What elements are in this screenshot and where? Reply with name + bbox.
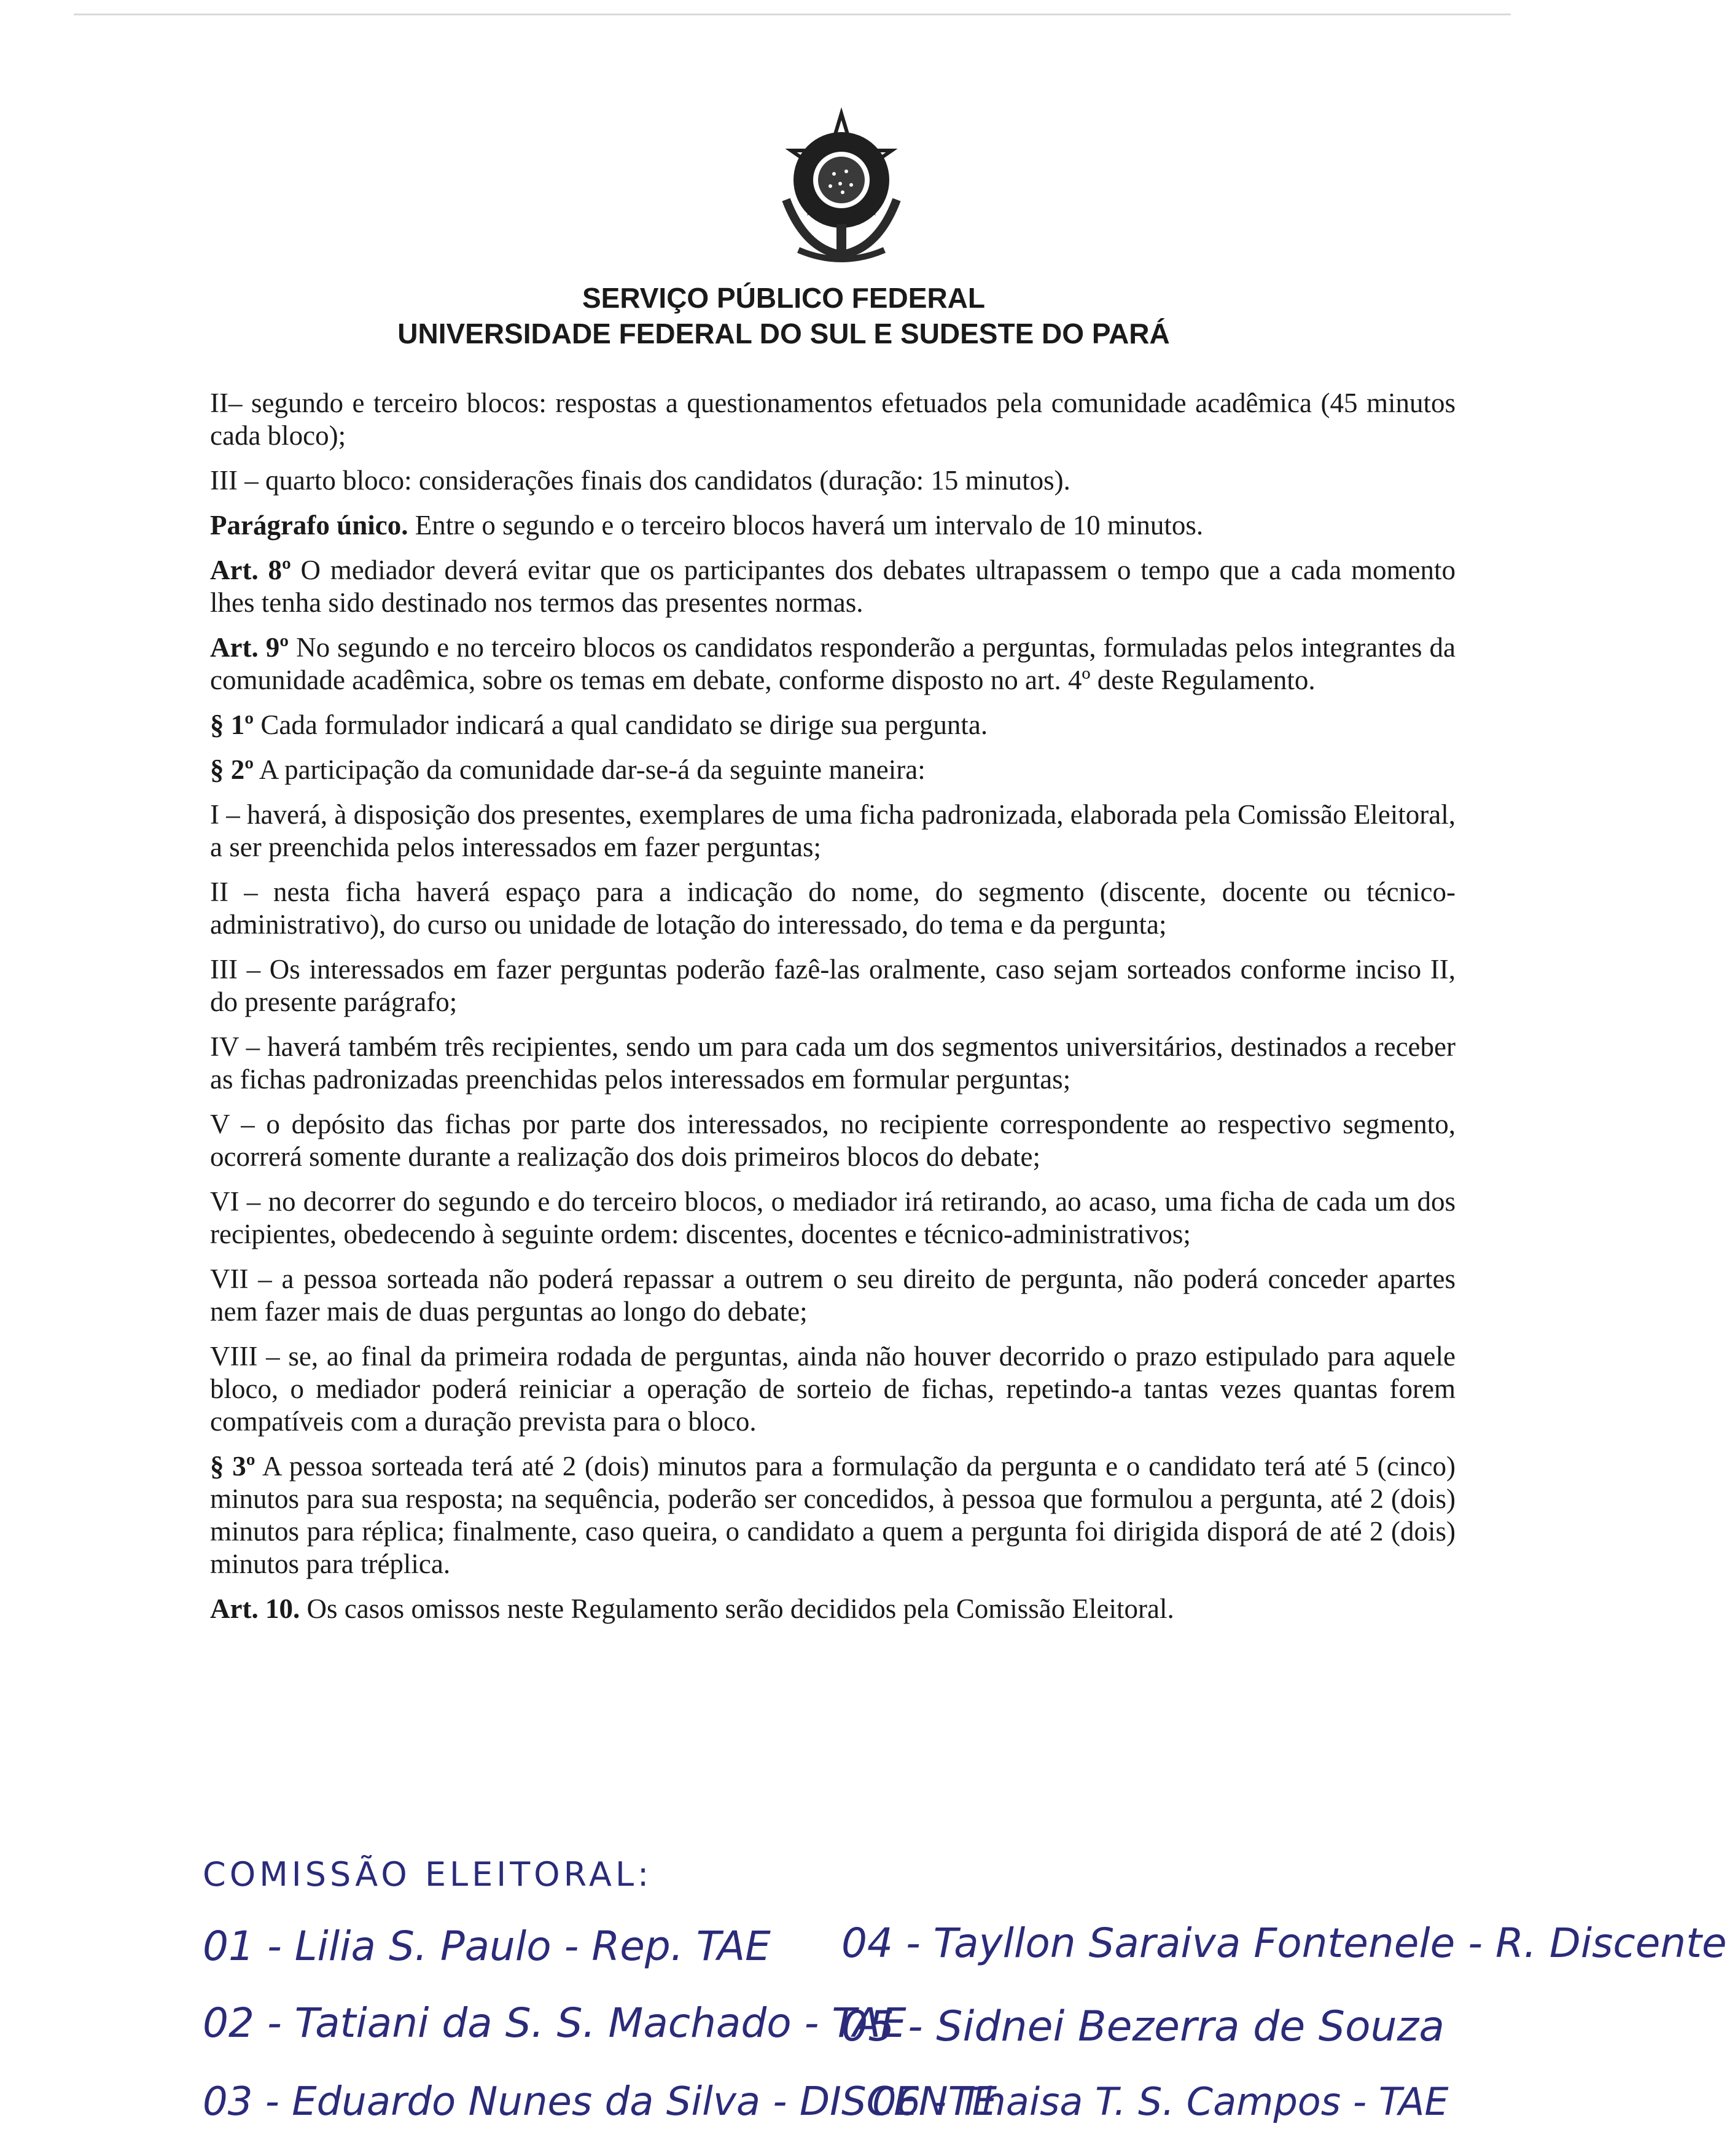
paragraph: § 3º A pessoa sorteada terá até 2 (dois) minutos para a formulação da pergunta e o candidato terá até 5 (cinco) minutos para sua resposta; na sequência, poderão ser concedidos, à pessoa que formulou a pergunta, até 2 (dois) minutos para réplica; finalmente, caso queira, o candidato a quem a pergunta foi dirigida disporá de até 2 (dois) minutos para tréplica. [210,1451,1456,1579]
paragraph: Art. 10. Os casos omissos neste Regulamento serão decididos pela Comissão Eleitoral. [210,1593,1174,1624]
paragraph: V – o depósito das fichas por parte dos interessados, no recipiente correspondente ao respectivo segmento, ocorrerá somente durante a realização dos dois primeiros blocos do debate; [210,1109,1456,1172]
handwritten-signature-6: 06 - Thaisa T. S. Campos - TAE [872,2079,1449,2124]
paragraph: I – haverá, à disposição dos presentes, exemplares de uma ficha padronizada, elaborada pela Comissão Eleitoral, a ser preenchida pelos interessados em fazer perguntas; [210,799,1456,862]
handwritten-commission-heading: COMISSÃO ELEITORAL: [203,1855,653,1894]
paragraph: IV – haverá também três recipientes, sendo um para cada um dos segmentos universitários, destinados a receber as fichas padronizadas preenchidas pelos interessados em formular perguntas; [210,1031,1456,1095]
paragraph: Art. 9º No segundo e no terceiro blocos os candidatos responderão a perguntas, formuladas pelos integrantes da comunidade acadêmica, sobre os temas em debate, conforme disposto no art. 4º deste Regulamento. [210,632,1456,695]
paragraph: Parágrafo único. Entre o segundo e o terceiro blocos haverá um intervalo de 10 minutos. [210,510,1204,541]
header-service: SERVIÇO PÚBLICO FEDERAL [582,282,985,314]
paragraph: § 2º A participação da comunidade dar-se-á da seguinte maneira: [210,754,926,785]
paragraph: II– segundo e terceiro blocos: respostas a questionamentos efetuados pela comunidade acadêmica (45 minutos cada bloco); [210,388,1456,451]
paragraph: VI – no decorrer do segundo e do terceiro blocos, o mediador irá retirando, ao acaso, uma ficha de cada um dos recipientes, obedecendo à seguinte ordem: discentes, docentes e técnico-administrativos; [210,1186,1456,1249]
scan-edge-line [74,14,1511,15]
paragraph: II – nesta ficha haverá espaço para a indicação do nome, do segmento (discente, docente ou técnico-administrativo), do curso ou unidade de lotação do interessado, do tema e da pergunta; [210,877,1456,940]
handwritten-signature-2: 02 - Tatiani da S. S. Machado - TAE [203,1999,906,2047]
handwritten-signature-3: 03 - Eduardo Nunes da Silva - DISCENTE [203,2079,997,2125]
document-body [210,387,1456,1638]
paragraph: Art. 8º O mediador deverá evitar que os participantes dos debates ultrapassem o tempo que a cada momento lhes tenha sido destinado nos termos das presentes normas. [210,555,1456,618]
handwritten-signature-5: 05 - Sidnei Bezerra de Souza [841,2002,1445,2051]
paragraph: III – Os interessados em fazer perguntas poderão fazê-las oralmente, caso sejam sorteados conforme inciso II, do presente parágrafo; [210,954,1456,1017]
header-university: UNIVERSIDADE FEDERAL DO SUL E SUDESTE DO PARÁ [397,318,1170,350]
paragraph: VII – a pessoa sorteada não poderá repassar a outrem o seu direito de pergunta, não poderá conceder apartes nem fazer mais de duas perguntas ao longo do debate; [210,1264,1456,1327]
handwritten-signature-4: 04 - Tayllon Saraiva Fontenele - R. Discente [841,1920,1727,1967]
paragraph: VIII – se, ao final da primeira rodada de perguntas, ainda não houver decorrido o prazo estipulado para aquele bloco, o mediador poderá reiniciar a operação de sorteio de fichas, repetindo-a tantas vezes quantas forem compatíveis com a duração prevista para o bloco. [210,1341,1456,1437]
paragraph: III – quarto bloco: considerações finais dos candidatos (duração: 15 minutos). [210,465,1070,496]
paragraph: § 1º Cada formulador indicará a qual candidato se dirige sua pergunta. [210,709,988,740]
handwritten-signature-1: 01 - Lilia S. Paulo - Rep. TAE [203,1923,771,1970]
brazil-coat-of-arms-icon [762,107,921,273]
